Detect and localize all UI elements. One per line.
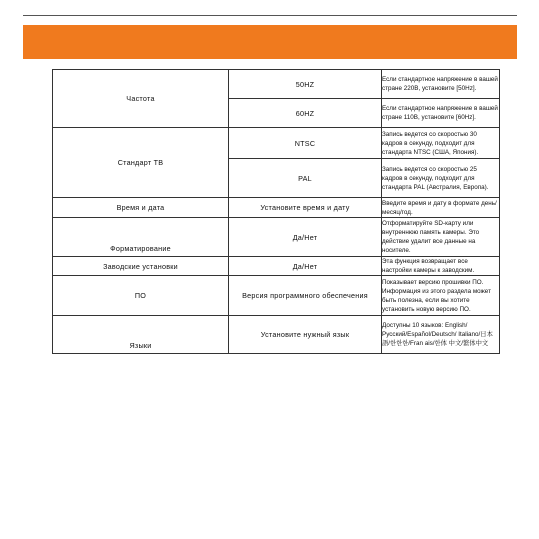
frequency-desc-60hz: Если стандартное напряжение в вашей стране 110В, установите [60Hz].: [382, 99, 500, 128]
format-desc: Отформатируйте SD-карту или внутреннюю память камеры. Это действие удалит все данные на носителе.: [382, 218, 500, 257]
datetime-desc: Введите время и дату в формате день/месяц/год.: [382, 198, 500, 218]
top-rule: [23, 15, 517, 16]
languages-label: Языки: [53, 316, 229, 354]
table-row: [53, 198, 500, 218]
header-band: [23, 25, 517, 59]
firmware-label: ПО: [53, 276, 229, 316]
frequency-label: Частота: [53, 70, 229, 128]
format-label: Форматирование: [53, 218, 229, 257]
table-row: [53, 218, 500, 257]
datetime-option: Установите время и дату: [229, 198, 382, 218]
tv-standard-option-ntsc: NTSC: [229, 128, 382, 159]
format-option: Да/Нет: [229, 218, 382, 257]
tv-standard-label: Стандарт ТВ: [53, 128, 229, 198]
table-row: [53, 70, 500, 99]
tv-standard-desc-ntsc: Запись ведется со скоростью 30 кадров в секунду, подходит для стандарта NTSC (США, Япония).: [382, 128, 500, 159]
factory-desc: Эта функция возвращает все настройки камеры к заводским.: [382, 257, 500, 276]
firmware-desc: Показывает версию прошивки ПО. Информация из этого раздела может быть полезна, если вы хотите установить новую версию ПО.: [382, 276, 500, 316]
frequency-option-60hz: 60HZ: [229, 99, 382, 128]
frequency-option-50hz: 50HZ: [229, 70, 382, 99]
settings-table: [52, 69, 500, 354]
factory-option: Да/Нет: [229, 257, 382, 276]
frequency-desc-50hz: Если стандартное напряжение в вашей стране 220В, установите [50Hz].: [382, 70, 500, 99]
languages-desc: Доступны 10 языков: English/Русский/Español/Deutsch/ Italiano/日本語/한한한/Fran ais/한体 中文/繁体中文: [382, 316, 500, 354]
table-row: [53, 128, 500, 159]
languages-option: Установите нужный язык: [229, 316, 382, 354]
datetime-label: Время и дата: [53, 198, 229, 218]
tv-standard-option-pal: PAL: [229, 159, 382, 198]
table-row: [53, 276, 500, 316]
table-row: [53, 316, 500, 354]
tv-standard-desc-pal: Запись ведется со скоростью 25 кадров в секунду, подходит для стандарта PAL (Австралия, Европа).: [382, 159, 500, 198]
factory-label: Заводские установки: [53, 257, 229, 276]
table-row: [53, 257, 500, 276]
firmware-option: Версия программного обеспечения: [229, 276, 382, 316]
